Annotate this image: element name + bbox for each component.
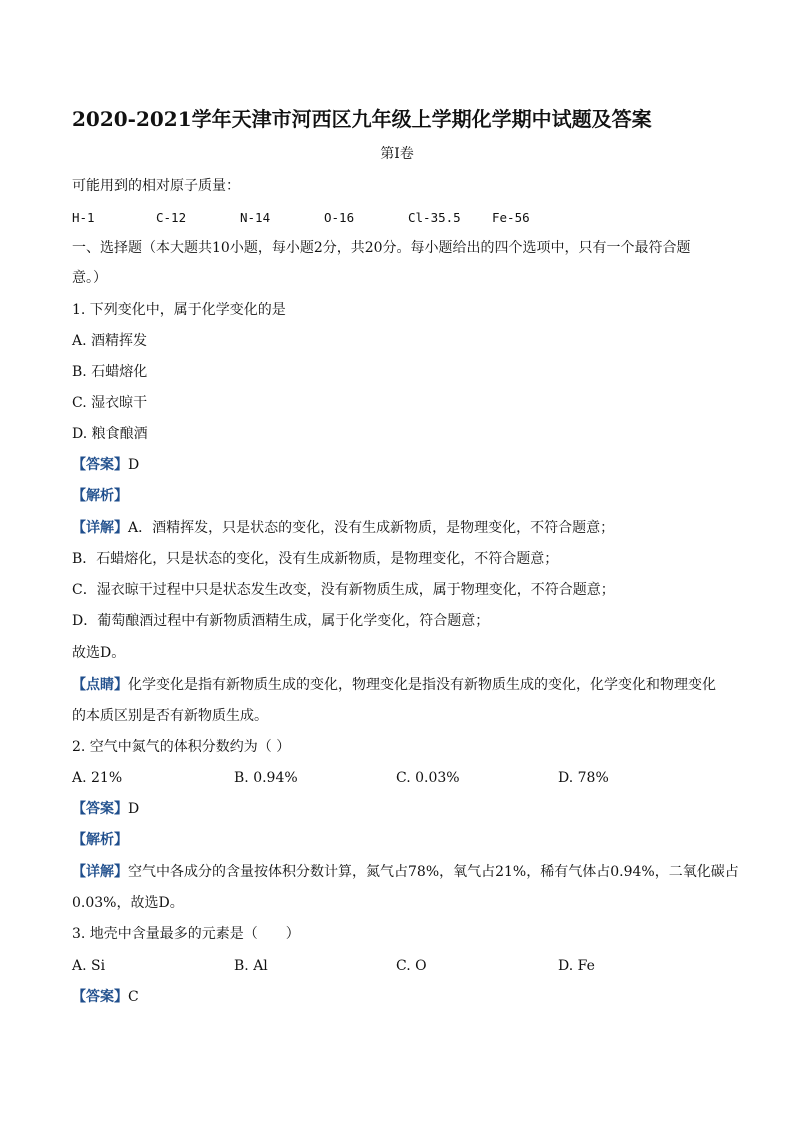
q1-detail: [72, 518, 732, 538]
part-instructions-cont: 意。）: [72, 270, 107, 286]
answer-label: 【答案】: [72, 989, 128, 1005]
q2-analysis: [72, 830, 732, 850]
atomic-mass-item: H-1: [72, 210, 95, 225]
q2-option-a: A. 21%: [72, 770, 123, 786]
detail-label: 【详解】: [72, 520, 128, 536]
atomic-mass-item: Fe-56: [492, 210, 530, 225]
section-heading: 第Ⅰ卷: [380, 146, 414, 162]
analysis-label: 【解析】: [72, 488, 128, 504]
q1-answer: [72, 455, 732, 475]
q2-option-c: C. 0.03%: [396, 770, 460, 786]
q2-option-d: D. 78%: [558, 770, 609, 786]
q1-tip-text: 化学变化是指有新物质生成的变化，物理变化是指没有新物质生成的变化，化学变化和物理变化: [128, 677, 716, 693]
atomic-mass-item: C-12: [156, 210, 187, 225]
q1-answer-value: D: [128, 457, 140, 473]
atomic-mass-item: N-14: [240, 210, 271, 225]
q1-option-c: C. 湿衣晾干: [72, 395, 148, 411]
q1-conclusion: 故选D。: [72, 645, 126, 661]
q1-tip: [72, 675, 732, 695]
q3-option-c: C. O: [396, 958, 427, 974]
q3-options: [72, 956, 732, 976]
q1-detail-line: D．葡萄酿酒过程中有新物质酒精生成，属于化学变化，符合题意；: [72, 613, 490, 629]
q1-analysis: [72, 486, 732, 506]
q1-option-d: D. 粮食酿酒: [72, 426, 148, 442]
q1-detail-line: A．酒精挥发，只是状态的变化，没有生成新物质，是物理变化，不符合题意；: [128, 520, 615, 536]
q2-stem: 2. 空气中氮气的体积分数约为（ ）: [72, 739, 291, 755]
q2-detail: [72, 862, 739, 882]
q2-detail-text: 空气中各成分的含量按体积分数计算，氮气占78%，氧气占21%，稀有气体占0.94%，二氧化碳占: [128, 864, 739, 880]
q1-stem: 1. 下列变化中，属于化学变化的是: [72, 302, 286, 318]
q1-option-b: B. 石蜡熔化: [72, 364, 148, 380]
q3-option-d: D. Fe: [558, 958, 595, 974]
atomic-mass-list: [72, 208, 732, 228]
q1-tip-cont: 的本质区别是否有新物质生成。: [72, 708, 268, 724]
part-instructions: 一、选择题（本大题共10小题，每小题2分，共20分。每小题给出的四个选项中，只有一个最符合题: [72, 240, 691, 256]
q1-option-a: A. 酒精挥发: [72, 333, 148, 349]
page-title: 2020-2021学年天津市河西区九年级上学期化学期中试题及答案: [72, 107, 652, 131]
atomic-mass-item: O-16: [324, 210, 355, 225]
detail-label: 【详解】: [72, 864, 128, 880]
q3-stem: 3. 地壳中含量最多的元素是（ ）: [72, 926, 300, 942]
q3-option-b: B. Al: [234, 958, 268, 974]
q3-answer: [72, 987, 732, 1007]
q1-detail-line: B．石蜡熔化，只是状态的变化，没有生成新物质，是物理变化，不符合题意；: [72, 551, 559, 567]
q2-detail-cont: 0.03%，故选D。: [72, 895, 184, 911]
q2-answer: [72, 799, 732, 819]
q1-detail-line: C．湿衣晾干过程中只是状态发生改变，没有新物质生成，属于物理变化，不符合题意；: [72, 582, 615, 598]
analysis-label: 【解析】: [72, 832, 128, 848]
atomic-mass-intro: 可能用到的相对原子质量：: [72, 178, 240, 194]
q2-options: [72, 768, 732, 788]
q2-option-b: B. 0.94%: [234, 770, 298, 786]
tip-label: 【点睛】: [72, 677, 128, 693]
answer-label: 【答案】: [72, 457, 128, 473]
q3-option-a: A. Si: [72, 958, 106, 974]
answer-label: 【答案】: [72, 801, 128, 817]
q2-answer-value: D: [128, 801, 140, 817]
q3-answer-value: C: [128, 989, 139, 1005]
atomic-mass-item: Cl-35.5: [408, 210, 461, 225]
